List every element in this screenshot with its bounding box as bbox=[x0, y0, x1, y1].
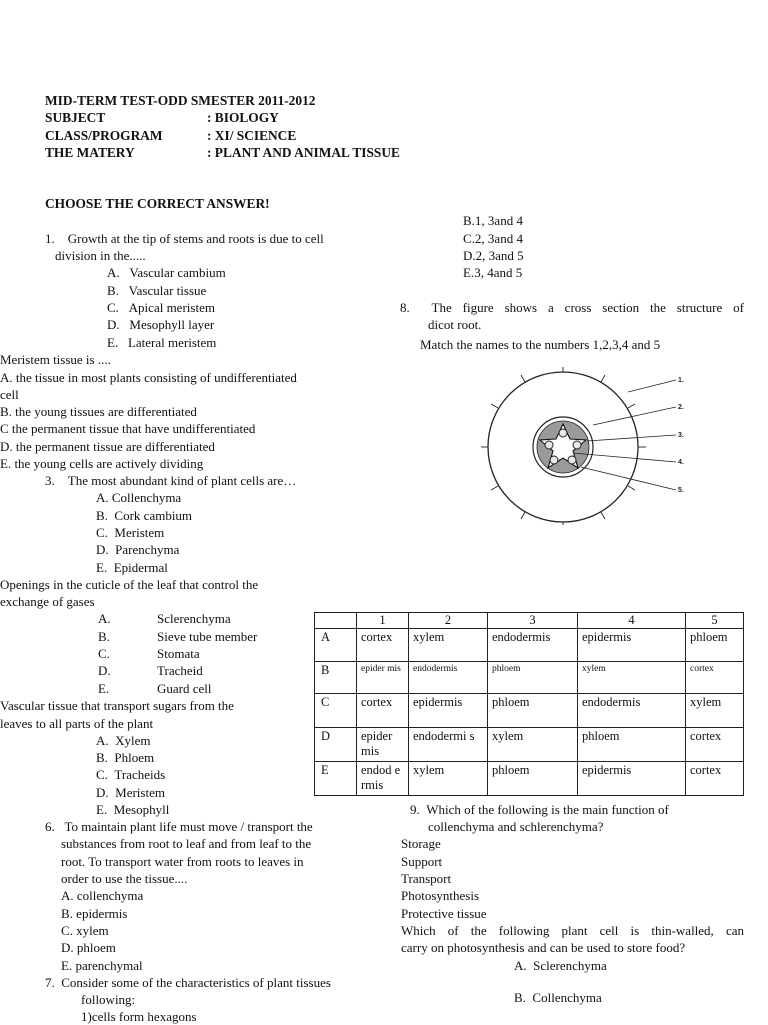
q8-instruction: Match the names to the numbers 1,2,3,4 and 5 bbox=[420, 337, 661, 352]
table-cell: phloem bbox=[686, 629, 744, 662]
table-cell: cortex bbox=[686, 662, 744, 694]
table-header-cell bbox=[315, 613, 357, 629]
table-cell: phloem bbox=[488, 762, 578, 796]
table-cell: phloem bbox=[488, 662, 578, 694]
table-header-cell: 1 bbox=[357, 613, 409, 629]
q8-stem: 8. The figure shows a cross section the structure of bbox=[400, 300, 744, 315]
q7-stem: 7. Consider some of the characteristics of plant tissues bbox=[45, 975, 331, 990]
q3-option-e: E. Epidermal bbox=[96, 560, 168, 575]
q6-option-b: B. epidermis bbox=[61, 906, 128, 921]
q4-stem-cont: exchange of gases bbox=[0, 594, 95, 609]
q5-option-d: D. Meristem bbox=[96, 785, 165, 800]
table-cell: cortex bbox=[686, 762, 744, 796]
row-letter: D bbox=[315, 728, 357, 762]
table-row bbox=[315, 629, 744, 662]
q2-option-a-cont: cell bbox=[0, 387, 19, 402]
q9-option: Storage bbox=[401, 836, 441, 851]
q2-option-d: D. the permanent tissue are differentiated bbox=[0, 439, 215, 454]
q10-stem-cont: carry on photosynthesis and can be used to store food? bbox=[401, 940, 686, 955]
table-cell: phloem bbox=[488, 694, 578, 728]
q1-option-b: B. Vascular tissue bbox=[107, 283, 207, 298]
q6-option-d: D. phloem bbox=[61, 940, 116, 955]
test-title: MID-TERM TEST-ODD SMESTER 2011-2012 bbox=[45, 93, 316, 108]
table-cell: xylem bbox=[578, 662, 686, 694]
q2-option-c: C the permanent tissue that have undifferentiated bbox=[0, 421, 256, 436]
q9-option: Protective tissue bbox=[401, 906, 487, 921]
figure-label-2: 2. bbox=[678, 404, 684, 411]
q6-stem: 6. To maintain plant life must move / transport the bbox=[45, 819, 313, 834]
q5-option-b: B. Phloem bbox=[96, 750, 155, 765]
q2-option-b: B. the young tissues are differentiated bbox=[0, 404, 197, 419]
q1-option-e: E. Lateral meristem bbox=[107, 335, 217, 350]
table-cell: epidermis bbox=[409, 694, 488, 728]
q10-option-a: A. Sclerenchyma bbox=[514, 958, 607, 973]
table-row bbox=[315, 762, 744, 796]
table-cell: epidermis bbox=[578, 629, 686, 662]
q8-stem-cont: dicot root. bbox=[428, 317, 482, 332]
q4-option-letter: E. bbox=[98, 681, 110, 696]
q3-option-a: A. Collenchyma bbox=[96, 490, 182, 505]
row-letter: C bbox=[315, 694, 357, 728]
q7-option-b: B.1, 3and 4 bbox=[463, 213, 523, 228]
table-cell: endodermis bbox=[578, 694, 686, 728]
q2-stem: Meristem tissue is .... bbox=[0, 352, 111, 367]
dicot-root-figure bbox=[478, 367, 694, 525]
table-cell: xylem bbox=[409, 762, 488, 796]
q10-stem: Which of the following plant cell is thin-walled, can bbox=[401, 923, 744, 938]
q1-option-d: D. Mesophyll layer bbox=[107, 317, 215, 332]
instruction: CHOOSE THE CORRECT ANSWER! bbox=[45, 196, 270, 211]
q4-option-e: Guard cell bbox=[157, 681, 212, 696]
root-phloem-bundle bbox=[559, 429, 567, 437]
q6-option-e: E. parenchymal bbox=[61, 958, 143, 973]
table-row bbox=[315, 728, 744, 762]
q4-option-d: Tracheid bbox=[157, 663, 203, 678]
table-cell: phloem bbox=[578, 728, 686, 762]
q9-option: Photosynthesis bbox=[401, 888, 480, 903]
q9-stem: 9. Which of the following is the main function of bbox=[410, 802, 669, 817]
q5-option-a: A. Xylem bbox=[96, 733, 151, 748]
header-value: : BIOLOGY bbox=[207, 110, 279, 126]
header-row-matery bbox=[45, 144, 400, 161]
q5-stem-cont: leaves to all parts of the plant bbox=[0, 716, 154, 731]
table-header-cell: 3 bbox=[488, 613, 578, 629]
q9-stem-cont: collenchyma and schlerenchyma? bbox=[428, 819, 604, 834]
q3-option-c: C. Meristem bbox=[96, 525, 165, 540]
header-label: SUBJECT bbox=[45, 110, 106, 126]
q5-stem: Vascular tissue that transport sugars from the bbox=[0, 698, 234, 713]
root-phloem-bundle bbox=[550, 456, 558, 464]
table-header-cell: 5 bbox=[686, 613, 744, 629]
root-phloem-bundle bbox=[573, 441, 581, 449]
table-cell: cortex bbox=[357, 629, 409, 662]
table-cell: xylem bbox=[409, 629, 488, 662]
q9-option: Support bbox=[401, 854, 443, 869]
q1-stem-cont: division in the..... bbox=[55, 248, 146, 263]
table-row bbox=[315, 662, 744, 694]
table-cell: epider mis bbox=[357, 728, 409, 762]
header-label: CLASS/PROGRAM bbox=[45, 127, 163, 143]
q4-stem: Openings in the cuticle of the leaf that control the bbox=[0, 577, 259, 592]
root-phloem-bundle bbox=[568, 456, 576, 464]
table-cell: endodermis bbox=[409, 662, 488, 694]
table-header-row bbox=[315, 613, 744, 629]
header-row-subject bbox=[45, 109, 400, 126]
q6-stem-cont: root. To transport water from roots to leaves in bbox=[61, 854, 304, 869]
q4-option-letter: B. bbox=[98, 629, 110, 644]
figure-leader-lines bbox=[573, 380, 676, 490]
q5-option-c: C. Tracheids bbox=[96, 767, 166, 782]
row-letter: A bbox=[315, 629, 357, 662]
table-cell: epidermis bbox=[578, 762, 686, 796]
header-value: : XI/ SCIENCE bbox=[207, 127, 297, 143]
table-cell: epider mis bbox=[357, 662, 409, 694]
q6-option-a: A. collenchyma bbox=[61, 888, 144, 903]
q4-option-letter: C. bbox=[98, 646, 110, 661]
root-phloem-bundle bbox=[545, 441, 553, 449]
q3-stem: 3. The most abundant kind of plant cells are… bbox=[45, 473, 297, 488]
q7-option-d: D.2, 3and 5 bbox=[463, 248, 524, 263]
q1-option-c: C. Apical meristem bbox=[107, 300, 215, 315]
q3-option-d: D. Parenchyma bbox=[96, 542, 180, 557]
q4-option-a: Sclerenchyma bbox=[157, 611, 231, 626]
test-header bbox=[45, 92, 400, 162]
table-cell: cortex bbox=[357, 694, 409, 728]
q3-option-b: B. Cork cambium bbox=[96, 508, 193, 523]
q6-stem-cont: order to use the tissue.... bbox=[61, 871, 188, 886]
q1-option-a: A. Vascular cambium bbox=[107, 265, 226, 280]
figure-label-5: 5. bbox=[678, 487, 684, 494]
table-header-cell: 2 bbox=[409, 613, 488, 629]
header-value: : PLANT AND ANIMAL TISSUE bbox=[207, 145, 400, 161]
table-cell: endod ermis bbox=[357, 762, 409, 796]
q2-option-a: A. the tissue in most plants consisting of undifferentiated bbox=[0, 370, 297, 385]
table-cell: xylem bbox=[488, 728, 578, 762]
q7-stem-cont: following: bbox=[81, 992, 136, 1007]
q2-option-e: E. the young cells are actively dividing bbox=[0, 456, 204, 471]
table-cell: xylem bbox=[686, 694, 744, 728]
q7-option-c: C.2, 3and 4 bbox=[463, 231, 523, 246]
q5-option-e: E. Mesophyll bbox=[96, 802, 170, 817]
q7-option-e: E.3, 4and 5 bbox=[463, 265, 523, 280]
row-letter: E bbox=[315, 762, 357, 796]
q4-option-letter: D. bbox=[98, 663, 111, 678]
table-header-cell: 4 bbox=[578, 613, 686, 629]
q4-option-b: Sieve tube member bbox=[157, 629, 258, 644]
table-cell: endodermi s bbox=[409, 728, 488, 762]
table-cell: cortex bbox=[686, 728, 744, 762]
q1-stem: 1. Growth at the tip of stems and roots is due to cell bbox=[45, 231, 324, 246]
q6-stem-cont: substances from root to leaf and from leaf to the bbox=[61, 836, 312, 851]
q4-option-letter: A. bbox=[98, 611, 111, 626]
figure-label-4: 4. bbox=[678, 459, 684, 466]
table-cell: endodermis bbox=[488, 629, 578, 662]
q6-option-c: C. xylem bbox=[61, 923, 109, 938]
figure-label-3: 3. bbox=[678, 432, 684, 439]
q4-option-c: Stomata bbox=[157, 646, 200, 661]
table-row bbox=[315, 694, 744, 728]
figure-label-1: 1. bbox=[678, 377, 684, 384]
q9-option: Transport bbox=[401, 871, 452, 886]
header-label: THE MATERY bbox=[45, 145, 135, 161]
q10-option-b: B. Collenchyma bbox=[514, 990, 602, 1005]
row-letter: B bbox=[315, 662, 357, 694]
q7-item-1: 1)cells form hexagons bbox=[81, 1009, 197, 1024]
answer-matrix-table bbox=[314, 612, 744, 796]
header-row-class bbox=[45, 127, 400, 144]
